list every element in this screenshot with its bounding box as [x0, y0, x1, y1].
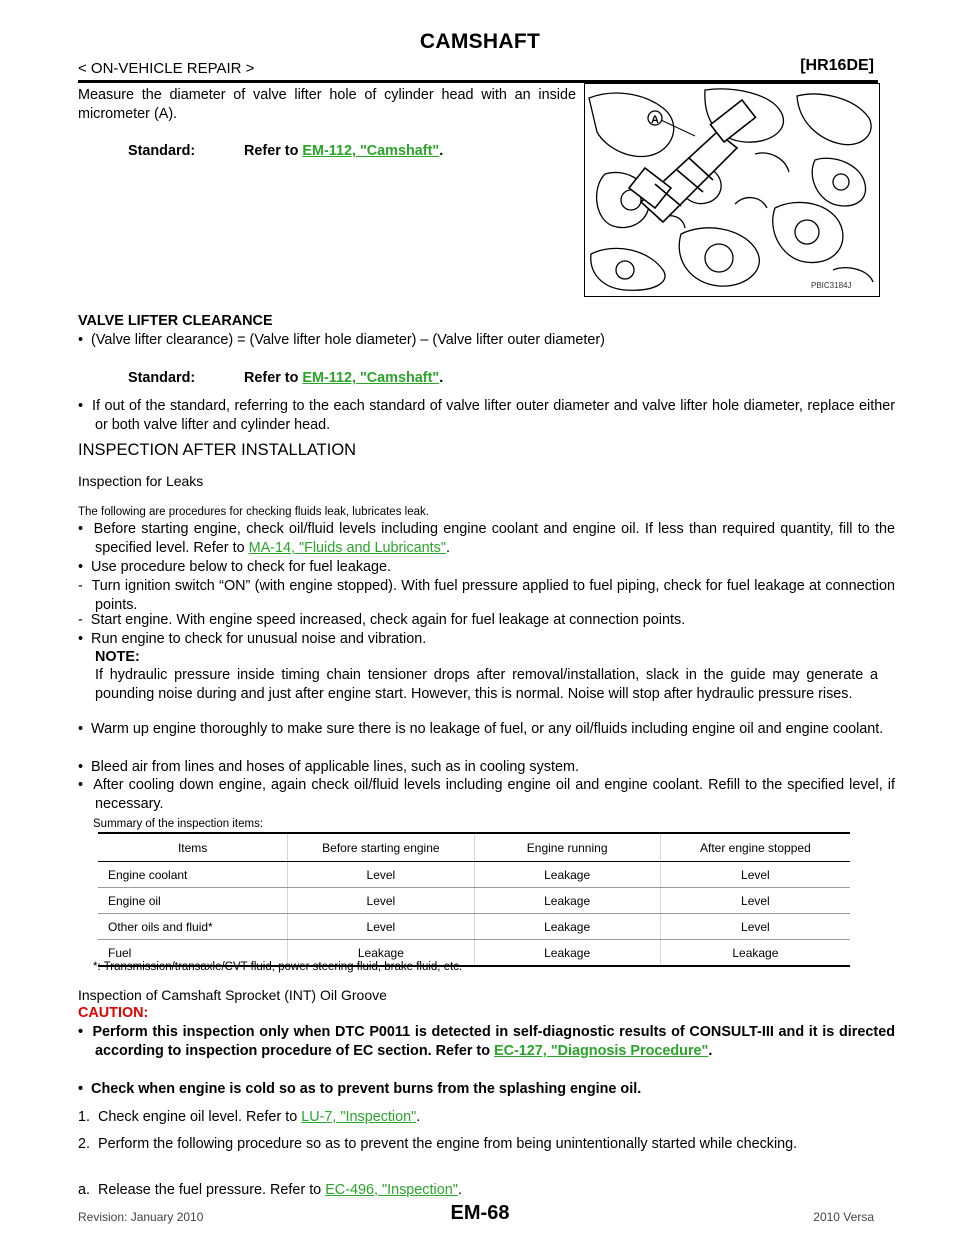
bullet-glyph: • — [78, 721, 84, 737]
bullet-text: Warm up engine thoroughly to make sure there is no leakage of fuel, or any oil/fluids including engine oil and engine coolant. — [91, 721, 884, 737]
section-label: < ON-VEHICLE REPAIR > — [78, 60, 255, 77]
table-cell: Leakage — [288, 940, 474, 967]
period: . — [708, 1043, 713, 1059]
caution-item-2 — [78, 1080, 895, 1099]
intro-paragraph: Measure the diameter of valve lifter hole of cylinder head with an inside micrometer (A). — [78, 87, 576, 122]
dash-glyph: - — [78, 578, 83, 594]
step-number: 1. — [78, 1109, 91, 1125]
engine-model-label: [HR16DE] — [800, 57, 874, 74]
period: . — [439, 370, 444, 386]
bullet-glyph: • — [78, 332, 84, 348]
valve-lifter-standard — [128, 370, 443, 386]
step-1 — [78, 1108, 878, 1127]
sprocket-heading: Inspection of Camshaft Sprocket (INT) Oil Groove — [78, 987, 387, 1003]
bullet-text: If out of the standard, referring to the each standard of valve lifter outer diameter and valve lifter hole diameter, replace either or both valve lifter and cylinder head. — [92, 398, 896, 433]
link-lu-7-inspection[interactable]: LU-7, "Inspection" — [301, 1109, 417, 1125]
step-text: Perform the following procedure so as to prevent the engine from being unintentionally started while checking. — [98, 1136, 798, 1152]
note-label: NOTE: — [95, 649, 140, 665]
bullet-glyph: • — [78, 1081, 84, 1097]
bullet-glyph: • — [78, 559, 84, 575]
table-cell: Level — [660, 888, 850, 914]
bullet-glyph: • — [78, 1024, 84, 1040]
standard-label: Standard: — [128, 143, 196, 159]
link-ma-14-fluids[interactable]: MA-14, "Fluids and Lubricants" — [248, 540, 446, 556]
step-text: Release the fuel pressure. Refer to — [98, 1182, 326, 1198]
column-header: After engine stopped — [660, 833, 850, 862]
refer-prefix: Refer to — [244, 143, 303, 159]
caution-label: CAUTION: — [78, 1005, 149, 1021]
step-number: a. — [78, 1182, 91, 1198]
link-em-112-camshaft-2[interactable]: EM-112, "Camshaft" — [302, 370, 440, 386]
inspection-bullet-3 — [78, 630, 895, 649]
bullet-text: Before starting engine, check oil/fluid levels including engine coolant and engine oil. If less than required quantity, fill to the specified level. Refer to — [93, 521, 896, 556]
summary-footnote: *: Transmission/transaxle/CVT fluid, power steering fluid, brake fluid, etc. — [93, 961, 463, 973]
footer-vehicle: 2010 Versa — [813, 1210, 874, 1224]
table-cell: Level — [288, 862, 474, 888]
table-cell: Level — [288, 888, 474, 914]
table-cell: Leakage — [660, 940, 850, 967]
step-2 — [78, 1135, 896, 1154]
inspection-bullet-1 — [78, 520, 895, 558]
inspection-bullet-5 — [78, 758, 895, 777]
footer-revision: Revision: January 2010 — [78, 1210, 204, 1224]
inspection-dash-1 — [78, 577, 895, 615]
inspection-bullet-6 — [78, 776, 895, 814]
caution-text: Perform this inspection only when DTC P0011 is detected in self-diagnostic results of CONSULT-III and it is directed according to inspection procedure of EC section. Refer to — [92, 1024, 895, 1059]
period: . — [457, 1182, 462, 1198]
note-text: If hydraulic pressure inside timing chain tensioner drops after removal/installation, slack in the guide may generate a pounding noise during and just after engine start. However, this is normal. Noise will stop after hydraulic pressure rises. — [95, 667, 878, 702]
table-cell: Leakage — [474, 862, 660, 888]
dash-glyph: - — [78, 612, 83, 628]
table-cell: Level — [660, 914, 850, 940]
page-title: CAMSHAFT — [419, 30, 541, 53]
step-a — [78, 1181, 878, 1200]
bullet-text: Run engine to check for unusual noise and vibration. — [91, 631, 427, 647]
bullet-text: Use procedure below to check for fuel leakage. — [91, 559, 392, 575]
table-row — [98, 862, 850, 888]
inspection-subheading: Inspection for Leaks — [78, 473, 204, 489]
column-header: Before starting engine — [288, 833, 474, 862]
table-cell: Other oils and fluid* — [98, 914, 288, 940]
caution-item-1 — [78, 1023, 895, 1061]
bullet-text: Bleed air from lines and hoses of applicable lines, such as in cooling system. — [91, 759, 579, 775]
summary-caption: Summary of the inspection items: — [93, 818, 264, 830]
period: . — [445, 540, 450, 556]
summary-table — [98, 832, 850, 967]
table-cell: Leakage — [474, 914, 660, 940]
standard-label: Standard: — [128, 370, 196, 386]
bullet-glyph: • — [78, 521, 84, 537]
table-cell: Engine coolant — [98, 862, 288, 888]
table-cell: Engine oil — [98, 888, 288, 914]
inspection-bullet-4 — [78, 720, 895, 739]
inspection-bullet-2 — [78, 558, 895, 577]
valve-lifter-heading: VALVE LIFTER CLEARANCE — [78, 313, 273, 329]
valve-lifter-bullet-2 — [78, 397, 895, 435]
table-header-row — [98, 833, 850, 862]
bullet-glyph: • — [78, 631, 84, 647]
intro-standard — [128, 143, 443, 159]
table-cell: Level — [660, 862, 850, 888]
refer-prefix: Refer to — [244, 370, 303, 386]
caution-text: Check when engine is cold so as to prevent burns from the splashing engine oil. — [91, 1081, 642, 1097]
figure-micrometer-illustration — [584, 83, 880, 297]
table-row — [98, 888, 850, 914]
bullet-glyph: • — [78, 759, 84, 775]
inspection-lead: The following are procedures for checking fluids leak, lubricates leak. — [78, 506, 429, 518]
valve-lifter-bullet-1 — [78, 331, 895, 350]
column-header: Items — [98, 833, 288, 862]
inspection-dash-2 — [78, 611, 895, 630]
period: . — [416, 1109, 421, 1125]
bullet-text: (Valve lifter clearance) = (Valve lifter hole diameter) – (Valve lifter outer diameter) — [91, 332, 605, 348]
step-number: 2. — [78, 1136, 91, 1152]
dash-text: Turn ignition switch “ON” (with engine stopped). With fuel pressure applied to fuel piping, check for fuel leakage at connection points. — [91, 578, 895, 613]
table-cell: Leakage — [474, 940, 660, 967]
figure-code: PBIC3184J — [811, 281, 852, 290]
step-text: Check engine oil level. Refer to — [98, 1109, 302, 1125]
link-em-112-camshaft[interactable]: EM-112, "Camshaft" — [302, 143, 440, 159]
dash-text: Start engine. With engine speed increased, check again for fuel leakage at connection points. — [90, 612, 686, 628]
bullet-glyph: • — [78, 777, 84, 793]
table-cell: Fuel — [98, 940, 288, 967]
bullet-glyph: • — [78, 398, 84, 414]
table-row — [98, 914, 850, 940]
bullet-text: After cooling down engine, again check oil/fluid levels including engine oil and engine coolant. Refill to the specified level, if necessary. — [93, 777, 896, 812]
column-header: Engine running — [474, 833, 660, 862]
table-cell: Leakage — [474, 888, 660, 914]
period: . — [439, 143, 444, 159]
engine-head-illustration — [585, 84, 879, 296]
table-cell: Level — [288, 914, 474, 940]
inspection-heading: INSPECTION AFTER INSTALLATION — [78, 441, 357, 459]
figure-marker-a: A — [651, 114, 659, 126]
link-ec-496-inspection[interactable]: EC-496, "Inspection" — [325, 1182, 458, 1198]
footer-page-number: EM-68 — [450, 1202, 510, 1224]
link-ec-127-diagnosis[interactable]: EC-127, "Diagnosis Procedure" — [494, 1043, 709, 1059]
